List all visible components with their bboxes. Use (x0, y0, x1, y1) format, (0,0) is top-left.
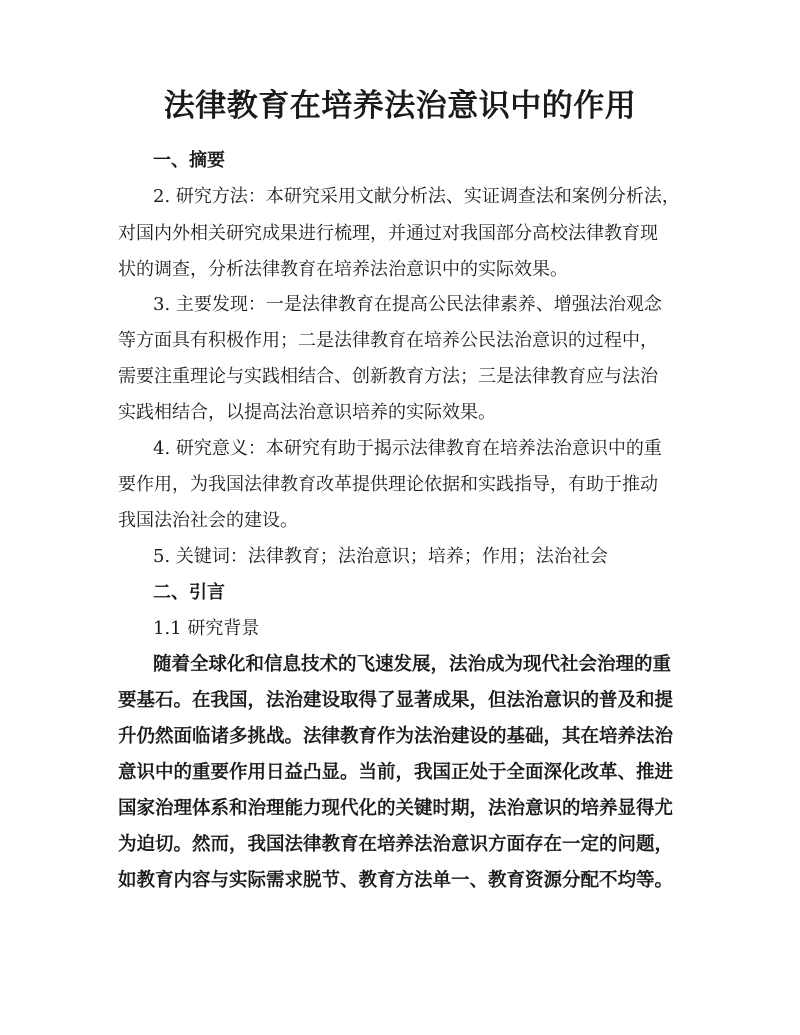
background-line-3: 升仍然面临诸多挑战。法律教育作为法治建设的基础，其在培养法治 (118, 726, 674, 747)
subsection-heading-background: 1.1 研究背景 (153, 618, 260, 639)
item2-line-3: 状的调查，分析法律教育在培养法治意识中的实际效果。 (118, 259, 568, 280)
background-line-7: 如教育内容与实际需求脱节、教育方法单一、教育资源分配不均等。 (118, 870, 674, 891)
item2-line-2: 对国内外相关研究成果进行梳理，并通过对我国部分高校法律教育现 (118, 223, 658, 244)
background-line-4: 意识中的重要作用日益凸显。当前，我国正处于全面深化改革、推进 (118, 762, 674, 783)
item4-line-1: 4. 研究意义：本研究有助于揭示法律教育在培养法治意识中的重 (153, 438, 662, 459)
item3-line-1: 3. 主要发现：一是法律教育在提高公民法律素养、增强法治观念 (153, 294, 662, 315)
item3-line-3: 需要注重理论与实践相结合、创新教育方法；三是法律教育应与法治 (118, 366, 658, 387)
item4-line-3: 我国法治社会的建设。 (118, 510, 298, 531)
keywords-line: 5. 关键词：法律教育；法治意识；培养；作用；法治社会 (153, 546, 608, 567)
item2-line-1: 2. 研究方法：本研究采用文献分析法、实证调查法和案例分析法， (153, 186, 680, 207)
background-line-5: 国家治理体系和治理能力现代化的关键时期，法治意识的培养显得尤 (118, 798, 674, 819)
item3-line-4: 实践相结合，以提高法治意识培养的实际效果。 (118, 402, 496, 423)
background-line-2: 要基石。在我国，法治建设取得了显著成果，但法治意识的普及和提 (118, 690, 674, 711)
item4-line-2: 要作用，为我国法律教育改革提供理论依据和实践指导，有助于推动 (118, 474, 658, 495)
document-title: 法律教育在培养法治意识中的作用 (163, 88, 637, 124)
item3-line-2: 等方面具有积极作用；二是法律教育在培养公民法治意识的过程中， (118, 330, 658, 351)
background-line-1: 随着全球化和信息技术的飞速发展，法治成为现代社会治理的重 (153, 654, 672, 675)
background-line-6: 为迫切。然而，我国法律教育在培养法治意识方面存在一定的问题， (118, 834, 674, 855)
section-heading-introduction: 二、引言 (153, 582, 225, 603)
section-heading-abstract: 一、摘要 (153, 150, 225, 171)
